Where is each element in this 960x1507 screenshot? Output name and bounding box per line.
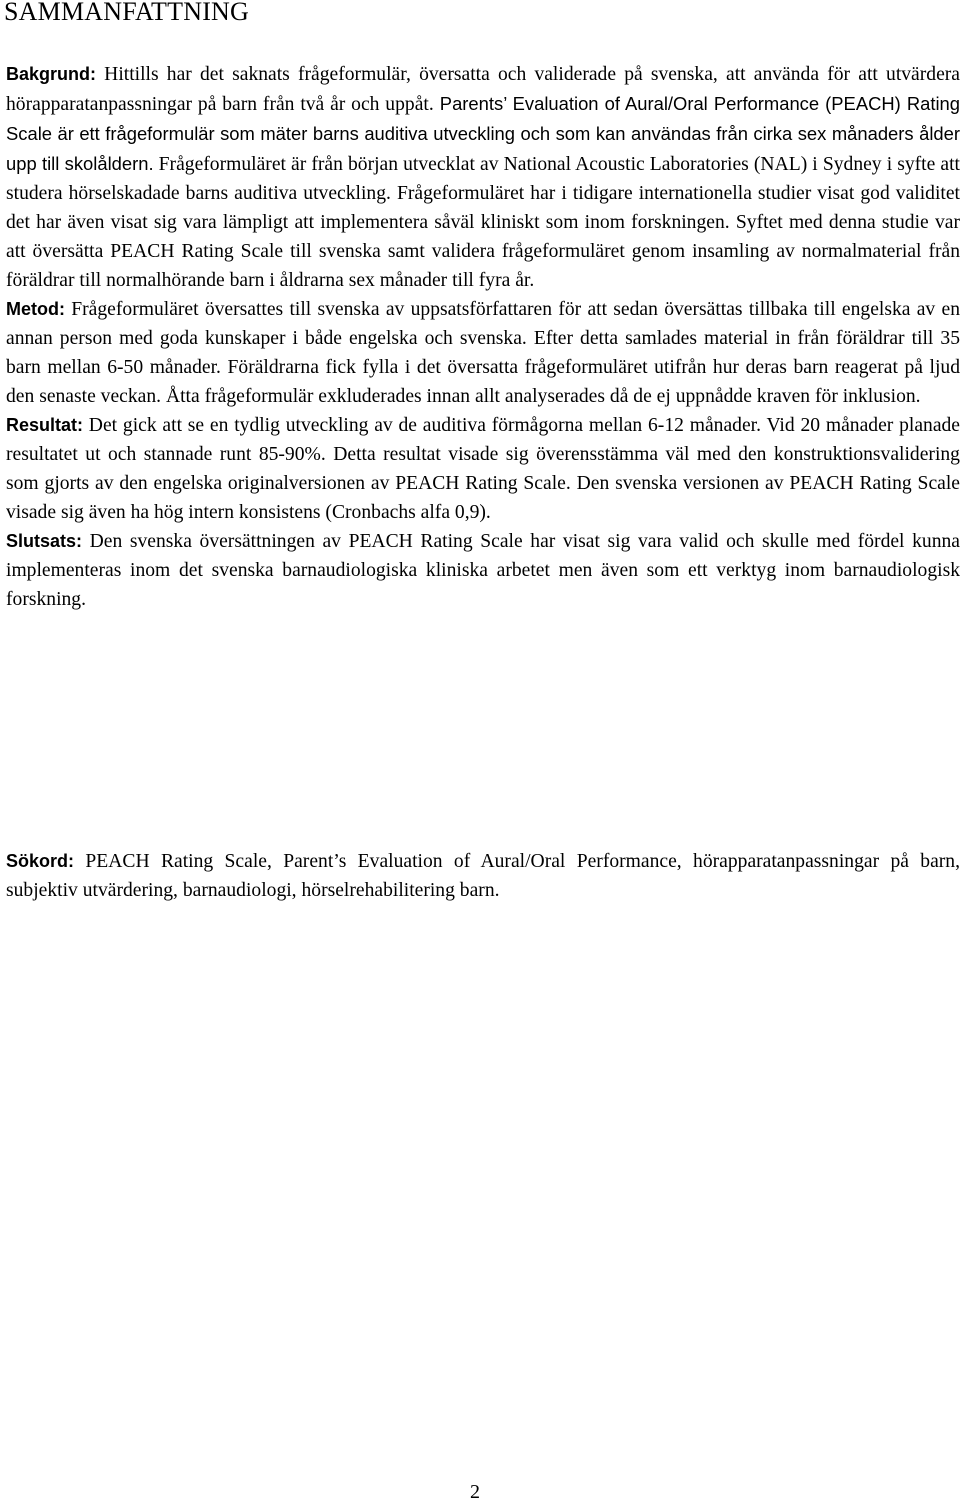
section-sentence: Det gick att se en tydlig utveckling av de auditiva förmågorna mellan 6-12 månader. (83, 415, 761, 436)
section-label: Slutsats: (6, 531, 83, 551)
keywords-section (6, 847, 960, 905)
section-slutsats-paragraph (6, 527, 960, 614)
section-label: Bakgrund: (6, 64, 96, 84)
abstract-body (6, 60, 960, 614)
section-sentence: Åtta frågeformulär exkluderades innan allt analyserades då de ej uppnådde kraven för inklusion. (161, 386, 921, 407)
section-sentence: Föräldrarna fick fylla i det översatta frågeformuläret utifrån hur deras barn reagerat på ljud den senaste veckan. (6, 357, 960, 407)
section-sentence: Vid 20 månader planade resultatet ut och stannade runt 85-90%. (6, 415, 960, 465)
section-sentence: Efter detta samlades material in från föräldrar till 35 barn mellan 6-50 månader. (6, 328, 960, 378)
section-bakgrund-paragraph (6, 60, 960, 295)
section-sentence: Frågeformuläret översattes till svenska av uppsatsförfattaren för att sedan översättas tillbaka till engelska av en annan person med goda kunskaper i både engelska och svenska. (6, 299, 960, 349)
section-sentence: Frågeformuläret är från början utvecklat av National Acoustic Laboratories (NAL) i Sydney i syfte att studera hörselskadade barns auditiva utveckling. (6, 154, 960, 204)
section-metod-paragraph (6, 295, 960, 411)
section-sentence: Detta resultat visade sig överensstämma väl med den konstruktionsvalidering som gjorts av den engelska originalversionen av PEACH Rating Scale. (6, 444, 960, 494)
section-sentence: Frågeformuläret har i tidigare internationella studier visat god validitet det har även visat sig vara lämpligt att implementera såväl kliniskt som inom forskningen. (6, 183, 960, 233)
section-sentence: Parents’ Evaluation of Aural/Oral Performance (PEACH) Rating Scale är ett frågeformulär som mäter barns auditiva utveckling och som kan användas från cirka sex månaders ålder upp till skolåldern. (6, 93, 960, 174)
section-sentence: Den svenska översättningen av PEACH Rating Scale har visat sig vara valid och skulle med fördel kunna implementeras inom det svenska barnaudiologiska kliniska arbetet men även som ett verktyg inom barnaudiologisk forskning. (6, 531, 960, 610)
section-sentence: Hittills har det saknats frågeformulär, översatta och validerade på svenska, att använda för att utvärdera hörapparatanpassningar på barn från två år och uppåt. (6, 64, 960, 115)
keywords-paragraph (6, 847, 960, 905)
page-heading: SAMMANFATTNING (4, 0, 250, 26)
section-label: Metod: (6, 299, 65, 319)
section-sentence: Syftet med denna studie var att översätta PEACH Rating Scale till svenska samt validera frågeformuläret genom insamling av normalmaterial från föräldrar till normalhörande barn i åldrarna sex månader till fyra år. (6, 212, 960, 291)
section-resultat-paragraph (6, 411, 960, 527)
page-number: 2 (470, 1481, 480, 1503)
section-sentence: Den svenska versionen av PEACH Rating Scale visade sig även ha hög intern konsistens (Cronbachs alfa 0,9). (6, 473, 960, 523)
keywords-text: PEACH Rating Scale, Parent’s Evaluation of Aural/Oral Performance, hörapparatanpassningar på barn, subjektiv utvärdering, barnaudiologi, hörselrehabilitering barn. (6, 851, 960, 901)
section-label: Resultat: (6, 415, 84, 435)
keywords-label: Sökord: (6, 851, 75, 871)
